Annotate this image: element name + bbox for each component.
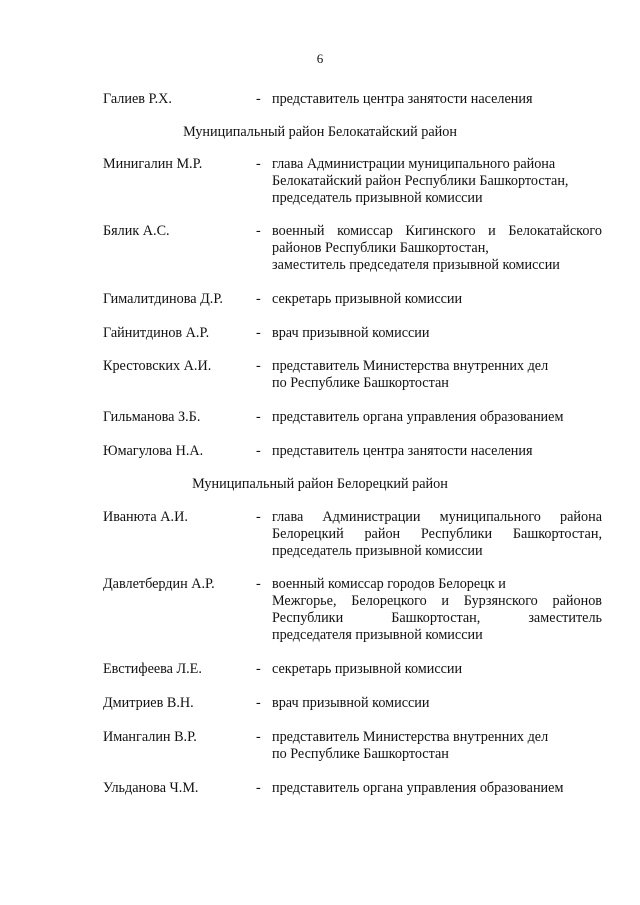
member-role	[272, 223, 602, 274]
member-name: Гималитдинова Д.Р.	[103, 291, 223, 307]
member-role	[272, 291, 602, 308]
member-name: Имангалин В.Р.	[103, 729, 197, 745]
section-heading: Муниципальный район Белорецкий район	[192, 476, 448, 492]
dash: -	[256, 409, 261, 425]
dash: -	[256, 91, 261, 107]
member-role	[272, 156, 602, 207]
member-role	[272, 91, 602, 108]
member-name: Ульданова Ч.М.	[103, 780, 199, 796]
role-line: по Республике Башкортостан	[272, 375, 449, 391]
member-name: Иванюта А.И.	[103, 509, 188, 525]
role-line: Республики Башкортостан, заместитель	[272, 610, 602, 626]
role-line: представитель центра занятости населения	[272, 91, 533, 107]
member-name: Бялик А.С.	[103, 223, 170, 239]
dash: -	[256, 325, 261, 341]
dash: -	[256, 661, 261, 677]
dash: -	[256, 576, 261, 592]
member-name: Гильманова З.Б.	[103, 409, 201, 425]
dash: -	[256, 443, 261, 459]
role-line: глава Администрации муниципального района	[272, 509, 602, 525]
member-name: Дмитриев В.Н.	[103, 695, 194, 711]
member-role	[272, 409, 602, 426]
dash: -	[256, 729, 261, 745]
member-name: Галиев Р.Х.	[103, 91, 172, 107]
member-name: Юмагулова Н.А.	[103, 443, 204, 459]
section-heading: Муниципальный район Белокатайский район	[183, 124, 457, 140]
dash: -	[256, 780, 261, 796]
role-line: врач призывной комиссии	[272, 325, 430, 341]
role-line: военный комиссар городов Белорецк и	[272, 576, 506, 592]
dash: -	[256, 509, 261, 525]
member-role	[272, 661, 602, 678]
member-role	[272, 509, 602, 560]
member-role	[272, 443, 602, 460]
role-line: глава Администрации муниципального района	[272, 156, 556, 172]
member-name: Крестовских А.И.	[103, 358, 212, 374]
role-line: представитель Министерства внутренних дел	[272, 358, 549, 374]
member-name: Гайнитдинов А.Р.	[103, 325, 210, 341]
member-role	[272, 695, 602, 712]
role-line: председатель призывной комиссии	[272, 543, 483, 559]
role-line: секретарь призывной комиссии	[272, 661, 463, 677]
role-line: секретарь призывной комиссии	[272, 291, 463, 307]
role-line: Межгорье, Белорецкого и Бурзянского районов	[272, 593, 602, 609]
role-line: представитель центра занятости населения	[272, 443, 533, 459]
role-line: заместитель председателя призывной комиссии	[272, 257, 560, 273]
role-line: врач призывной комиссии	[272, 695, 430, 711]
dash: -	[256, 223, 261, 239]
page-number: 6	[316, 51, 324, 66]
member-name: Евстифеева Л.Е.	[103, 661, 202, 677]
dash: -	[256, 695, 261, 711]
role-line: председателя призывной комиссии	[272, 627, 483, 643]
role-line: по Республике Башкортостан	[272, 746, 449, 762]
role-line: представитель Министерства внутренних дел	[272, 729, 549, 745]
dash: -	[256, 358, 261, 374]
role-line: представитель органа управления образованием	[272, 780, 564, 796]
member-name: Давлетбердин А.Р.	[103, 576, 215, 592]
role-line: Белокатайский район Республики Башкортостан,	[272, 173, 569, 189]
role-line: Белорецкий район Республики Башкортостан,	[272, 526, 602, 542]
member-role	[272, 780, 602, 797]
role-line: военный комиссар Кигинского и Белокатайского	[272, 223, 602, 239]
role-line: районов Республики Башкортостан,	[272, 240, 489, 256]
dash: -	[256, 291, 261, 307]
member-role	[272, 729, 602, 763]
member-role	[272, 576, 602, 644]
dash: -	[256, 156, 261, 172]
member-role	[272, 358, 602, 392]
member-role	[272, 325, 602, 342]
role-line: председатель призывной комиссии	[272, 190, 483, 206]
role-line: представитель органа управления образованием	[272, 409, 564, 425]
member-name: Минигалин М.Р.	[103, 156, 203, 172]
